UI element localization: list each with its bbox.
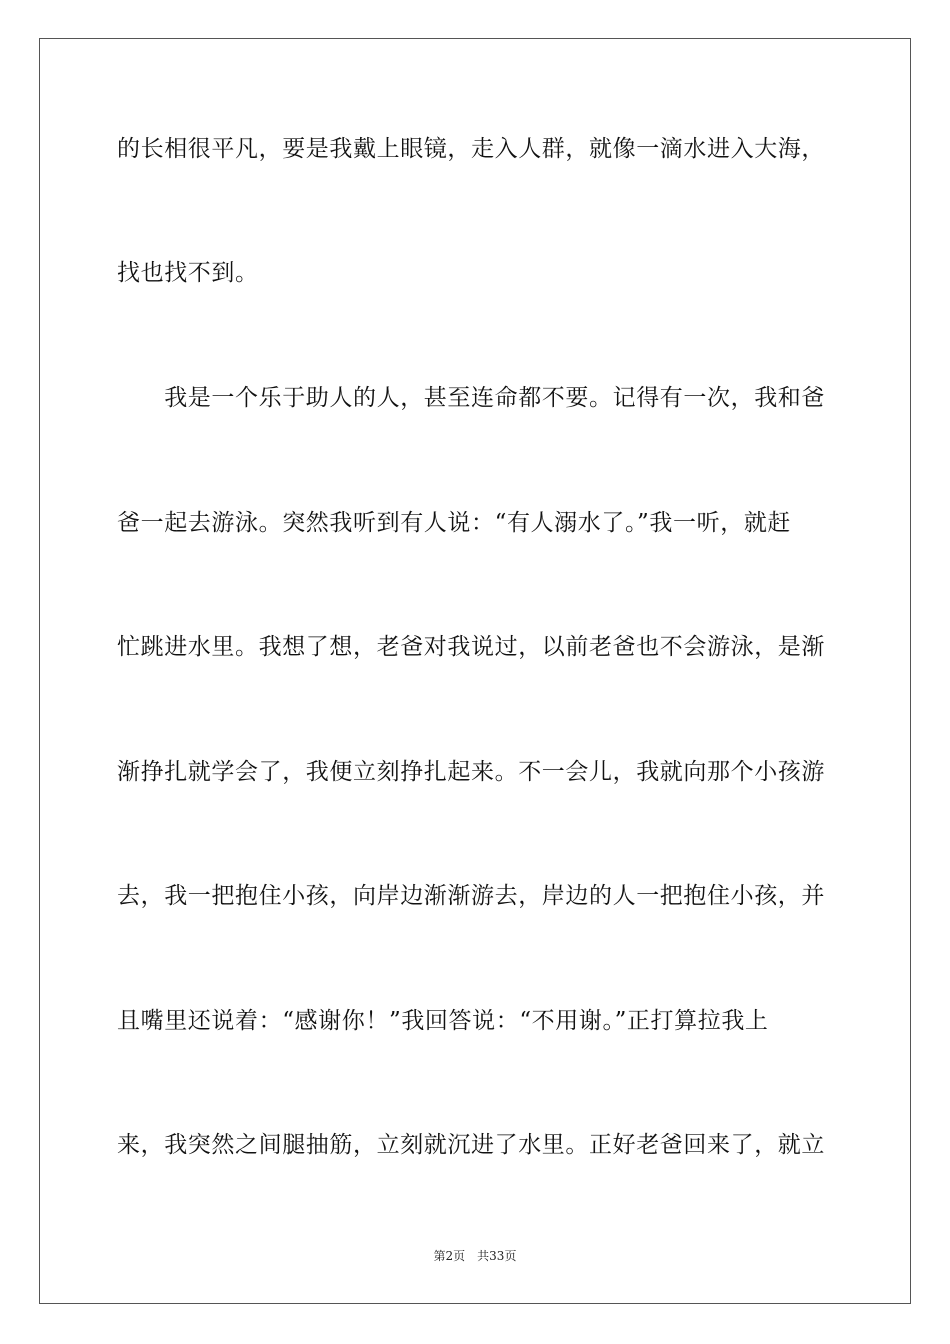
body-text-line: 去，我一把抱住小孩，向岸边渐渐游去，岸边的人一把抱住小孩，并 bbox=[117, 883, 825, 909]
body-text-line: 我是一个乐于助人的人，甚至连命都不要。记得有一次，我和爸 bbox=[117, 385, 825, 411]
body-text-line: 的长相很平凡，要是我戴上眼镜，走入人群，就像一滴水进入大海， bbox=[117, 136, 825, 162]
body-text-line: 爸一起去游泳。突然我听到有人说：“有人溺水了。”我一听，就赶 bbox=[117, 510, 792, 536]
body-text-line: 忙跳进水里。我想了想，老爸对我说过，以前老爸也不会游泳，是渐 bbox=[117, 634, 825, 660]
page-border bbox=[39, 38, 911, 1304]
page-footer bbox=[0, 1248, 950, 1264]
body-text-line: 渐挣扎就学会了，我便立刻挣扎起来。不一会儿，我就向那个小孩游 bbox=[117, 759, 825, 785]
page-number: 第2页 bbox=[433, 1249, 466, 1263]
body-text-line: 来，我突然之间腿抽筋，立刻就沉进了水里。正好老爸回来了，就立 bbox=[117, 1132, 825, 1158]
body-text-line: 找也找不到。 bbox=[117, 260, 259, 286]
page-total: 共33页 bbox=[477, 1249, 517, 1263]
body-text-line: 且嘴里还说着：“感谢你！”我回答说：“不用谢。”正打算拉我上 bbox=[117, 1008, 769, 1034]
